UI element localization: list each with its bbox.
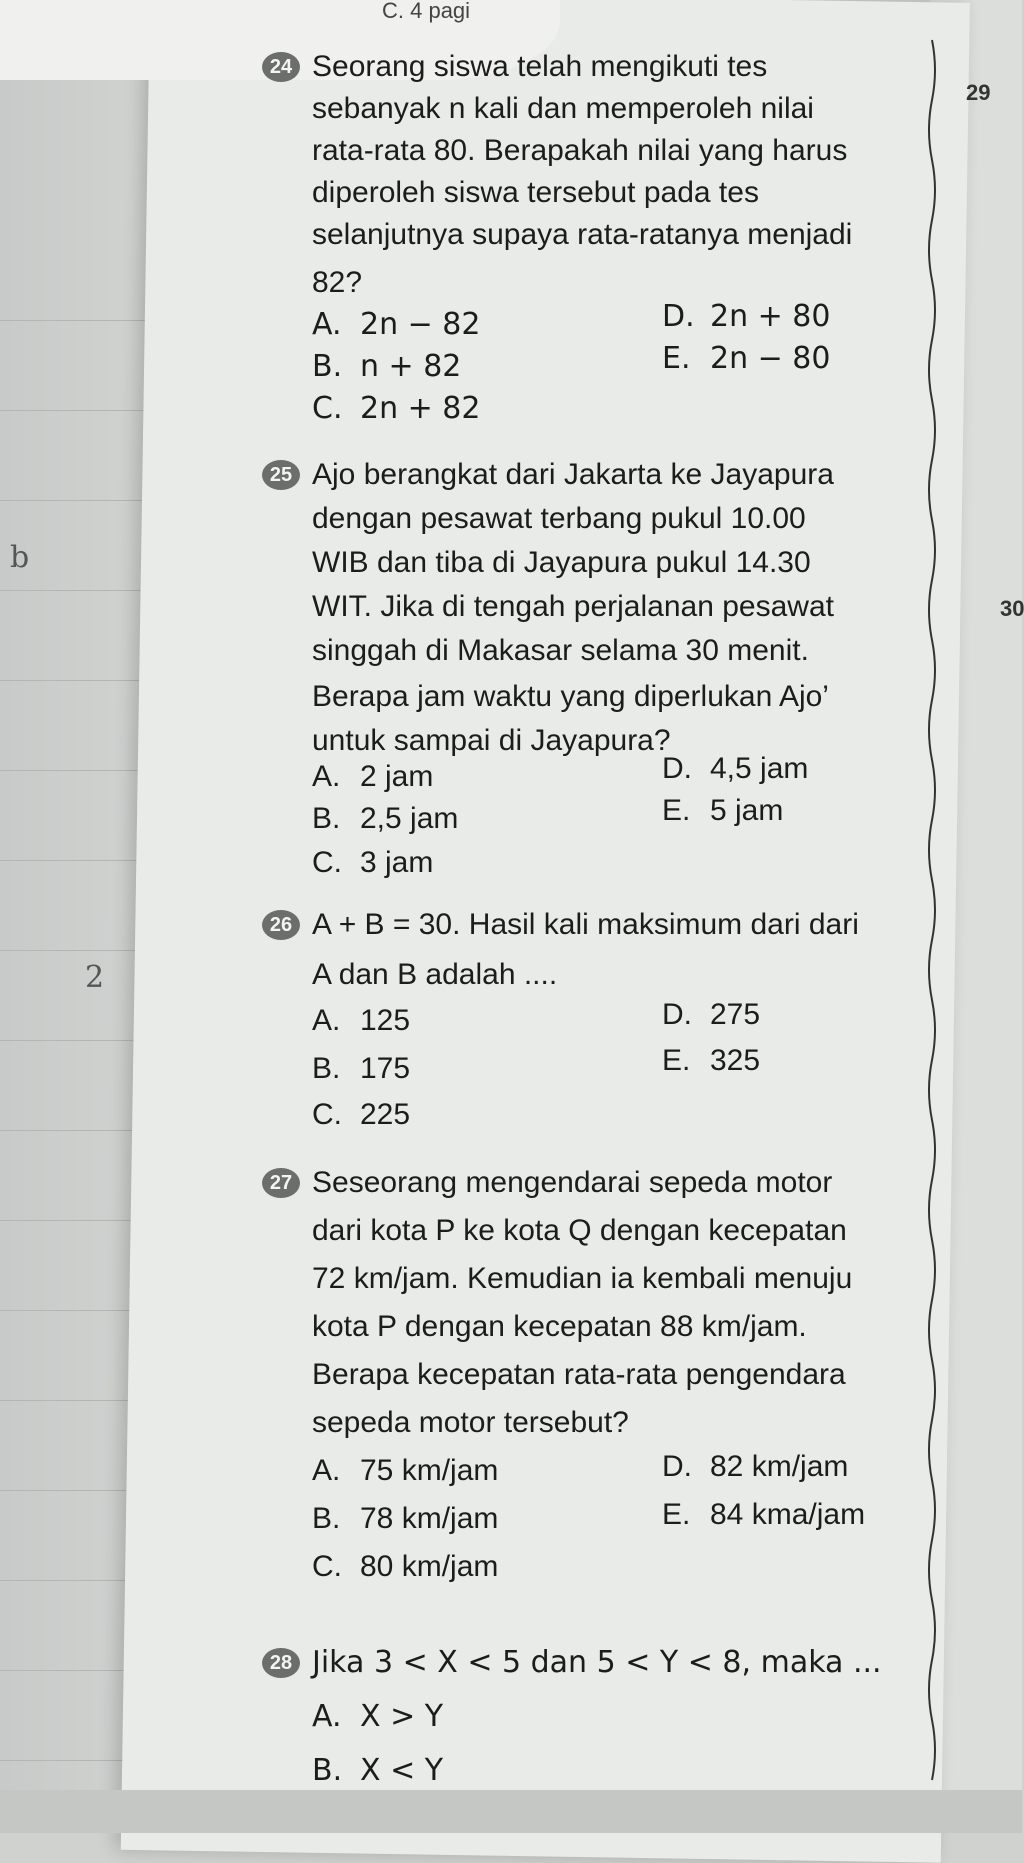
question-line: 82? — [312, 266, 363, 299]
question-line: Jika 3 < X < 5 dan 5 < Y < 8, maka ... — [312, 1645, 882, 1680]
table-edge — [0, 1790, 1022, 1833]
option-e[interactable]: E. 5 jam — [662, 794, 784, 827]
question-line: Seseorang mengendarai sepeda motor — [312, 1166, 833, 1199]
question-line: A + B = 30. Hasil kali maksimum dari dari — [312, 908, 859, 941]
option-d[interactable]: D. 275 — [662, 998, 761, 1031]
question-number: 26 — [262, 910, 300, 940]
question-line: dari kota P ke kota Q dengan kecepatan — [312, 1214, 847, 1247]
option-c[interactable]: C. 2n + 82 — [312, 391, 481, 426]
option-e[interactable]: E. 84 kma/jam — [662, 1498, 866, 1531]
question-line: sebanyak n kali dan memperoleh nilai — [312, 92, 814, 125]
question-line: selanjutnya supaya rata-ratanya menjadi — [312, 218, 853, 251]
question-line: diperoleh siswa tersebut pada tes — [312, 176, 759, 209]
option-c[interactable]: C. 80 km/jam — [312, 1550, 499, 1583]
option-a[interactable]: A. 75 km/jam — [312, 1454, 499, 1487]
option-b[interactable]: B. 78 km/jam — [312, 1502, 499, 1535]
option-d[interactable]: D. 2n + 80 — [662, 299, 831, 334]
option-e[interactable]: E. 2n − 80 — [662, 341, 831, 376]
option-c[interactable]: C. 3 jam — [312, 846, 434, 879]
option-d[interactable]: D. 82 km/jam — [662, 1450, 849, 1483]
margin-handwriting-2: 2 — [85, 960, 105, 995]
question-line: sepeda motor tersebut? — [312, 1406, 629, 1439]
option-d[interactable]: D. 4,5 jam — [662, 752, 809, 785]
option-b[interactable]: B. n + 82 — [312, 349, 462, 384]
margin-handwriting-1: b — [10, 540, 30, 575]
option-a[interactable]: A. 2 jam — [312, 760, 434, 793]
question-line: Berapa jam waktu yang diperlukan Ajo’ — [312, 680, 829, 713]
question-line: dengan pesawat terbang pukul 10.00 — [312, 502, 806, 535]
question-number: 24 — [262, 52, 300, 82]
question-line: singgah di Makasar selama 30 menit. — [312, 634, 809, 667]
option-e[interactable]: E. 325 — [662, 1044, 761, 1077]
question-line: Ajo berangkat dari Jakarta ke Jayapura — [312, 458, 834, 491]
question-line: A dan B adalah .... — [312, 958, 558, 991]
question-line: WIB dan tiba di Jayapura pukul 14.30 — [312, 546, 811, 579]
question-line: Berapa kecepatan rata-rata pengendara — [312, 1358, 846, 1391]
option-a[interactable]: A. 125 — [312, 1004, 411, 1037]
question-line: untuk sampai di Jayapura? — [312, 724, 671, 757]
question-line: 72 km/jam. Kemudian ia kembali menuju — [312, 1262, 853, 1295]
header-fragment: C. 4 pagi — [382, 0, 471, 23]
option-c[interactable]: C. 225 — [312, 1098, 411, 1131]
question-line: WIT. Jika di tengah perjalanan pesawat — [312, 590, 834, 623]
option-b[interactable]: B. 2,5 jam — [312, 802, 459, 835]
option-a[interactable]: A. 2n − 82 — [312, 307, 481, 342]
option-b[interactable]: B. 175 — [312, 1052, 411, 1085]
question-number: 27 — [262, 1168, 300, 1198]
option-a[interactable]: A. X > Y — [312, 1699, 444, 1734]
question-number: 28 — [262, 1648, 300, 1678]
question-number: 25 — [262, 460, 300, 490]
side-page-number-29: 29 — [966, 80, 991, 105]
question-line: Seorang siswa telah mengikuti tes — [312, 50, 768, 83]
question-line: kota P dengan kecepatan 88 km/jam. — [312, 1310, 807, 1343]
binding-edge-squiggle — [926, 40, 938, 1830]
question-line: rata-rata 80. Berapakah nilai yang harus — [312, 134, 848, 167]
side-page-number-30: 30 — [1000, 596, 1024, 621]
option-b[interactable]: B. X < Y — [312, 1753, 444, 1788]
